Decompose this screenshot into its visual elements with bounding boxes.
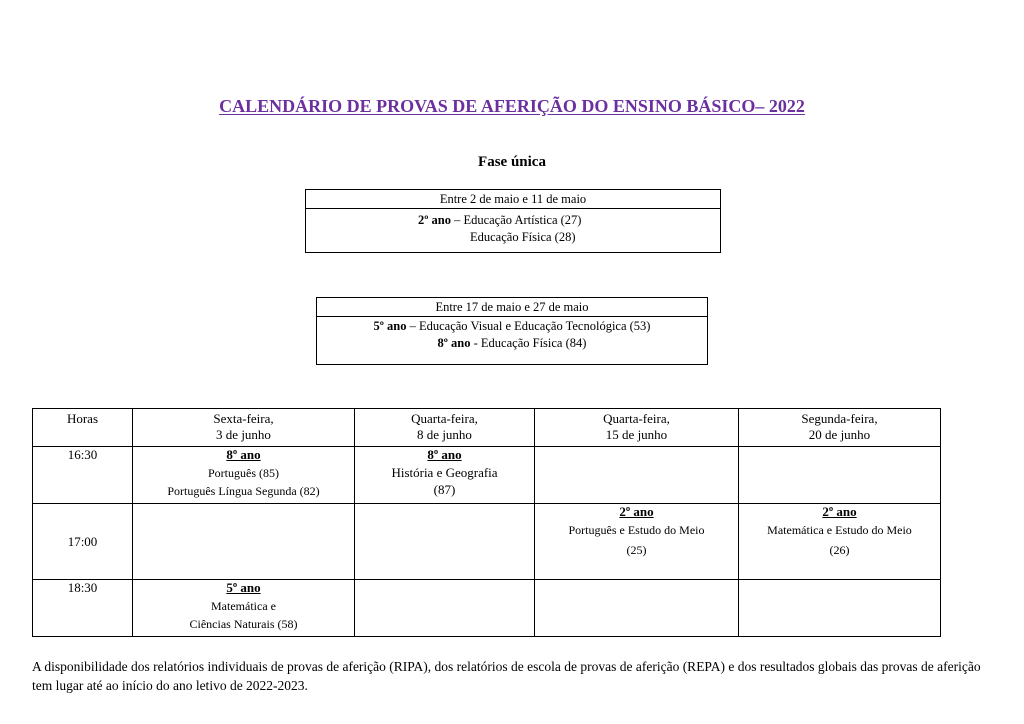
footnote: A disponibilidade dos relatórios individuais de provas de aferição (RIPA), dos relatórios de escola de provas de aferição (REPA) e dos resultados globais das provas de aferição tem lugar até ao início do ano letivo de 2022-2023. xyxy=(32,659,981,693)
subject-text: Matemática e xyxy=(211,599,276,613)
subject-text: Português Língua Segunda (82) xyxy=(167,484,320,498)
empty-cell xyxy=(535,447,739,504)
subject-text: (25) xyxy=(626,543,647,557)
subject-text: – Educação Visual e Educação Tecnológica (53) xyxy=(406,319,651,333)
period-body xyxy=(317,317,707,352)
time-cell: 16:30 xyxy=(33,447,133,504)
table-row xyxy=(33,504,941,580)
subject-text: (26) xyxy=(829,543,850,557)
grade-label: 2º ano xyxy=(418,213,451,227)
subject-text: (87) xyxy=(433,482,456,497)
empty-cell xyxy=(739,580,941,637)
exam-cell xyxy=(739,504,941,580)
subject-text: Ciências Naturais (58) xyxy=(189,617,298,631)
grade-label: 2º ano xyxy=(619,504,654,519)
time-cell: 17:00 xyxy=(33,504,133,580)
grade-label: 8º ano xyxy=(437,336,471,350)
time-cell: 18:30 xyxy=(33,580,133,637)
subject-text: - Educação Física (84) xyxy=(470,336,587,350)
empty-cell xyxy=(355,504,535,580)
grade-label: 5º ano xyxy=(373,319,407,333)
subject-text: História e Geografia xyxy=(391,465,498,480)
period-body xyxy=(306,209,720,246)
header-cell-day: Quarta-feira, 8 de junho xyxy=(355,409,535,447)
header-cell-day: Sexta-feira, 3 de junho xyxy=(133,409,355,447)
period-header: Entre 17 de maio e 27 de maio xyxy=(317,298,707,317)
subject-text: – Educação Artística (27) xyxy=(450,213,582,227)
period-header: Entre 2 de maio e 11 de maio xyxy=(306,190,720,209)
exam-cell xyxy=(535,504,739,580)
page-title: CALENDÁRIO DE PROVAS DE AFERIÇÃO DO ENSINO BÁSICO– 2022 xyxy=(219,96,805,116)
table-row xyxy=(33,447,941,504)
grade-label: 2º ano xyxy=(822,504,857,519)
subject-text: Português e Estudo do Meio xyxy=(568,523,705,537)
exam-cell xyxy=(355,447,535,504)
header-cell-hours: Horas xyxy=(33,409,133,447)
empty-cell xyxy=(739,447,941,504)
phase-subtitle: Fase única xyxy=(478,154,546,170)
table-row xyxy=(33,580,941,637)
header-cell-day: Segunda-feira, 20 de junho xyxy=(739,409,941,447)
header-cell-day: Quarta-feira, 15 de junho xyxy=(535,409,739,447)
grade-label: 8º ano xyxy=(427,447,462,462)
period-box-may-2-11 xyxy=(305,189,721,253)
empty-cell xyxy=(355,580,535,637)
subject-text: Educação Física (28) xyxy=(470,230,576,244)
exam-cell xyxy=(133,447,355,504)
period-line xyxy=(317,335,707,352)
period-line xyxy=(317,318,707,335)
period-line xyxy=(306,212,720,229)
subject-text: Português (85) xyxy=(208,466,279,480)
empty-cell xyxy=(133,504,355,580)
table-header-row xyxy=(33,409,941,447)
empty-cell xyxy=(535,580,739,637)
period-box-may-17-27 xyxy=(316,297,708,365)
subject-text: Matemática e Estudo do Meio xyxy=(767,523,912,537)
exam-cell xyxy=(133,580,355,637)
grade-label: 8º ano xyxy=(226,447,261,462)
schedule-table xyxy=(32,408,941,637)
grade-label: 5º ano xyxy=(226,580,261,595)
